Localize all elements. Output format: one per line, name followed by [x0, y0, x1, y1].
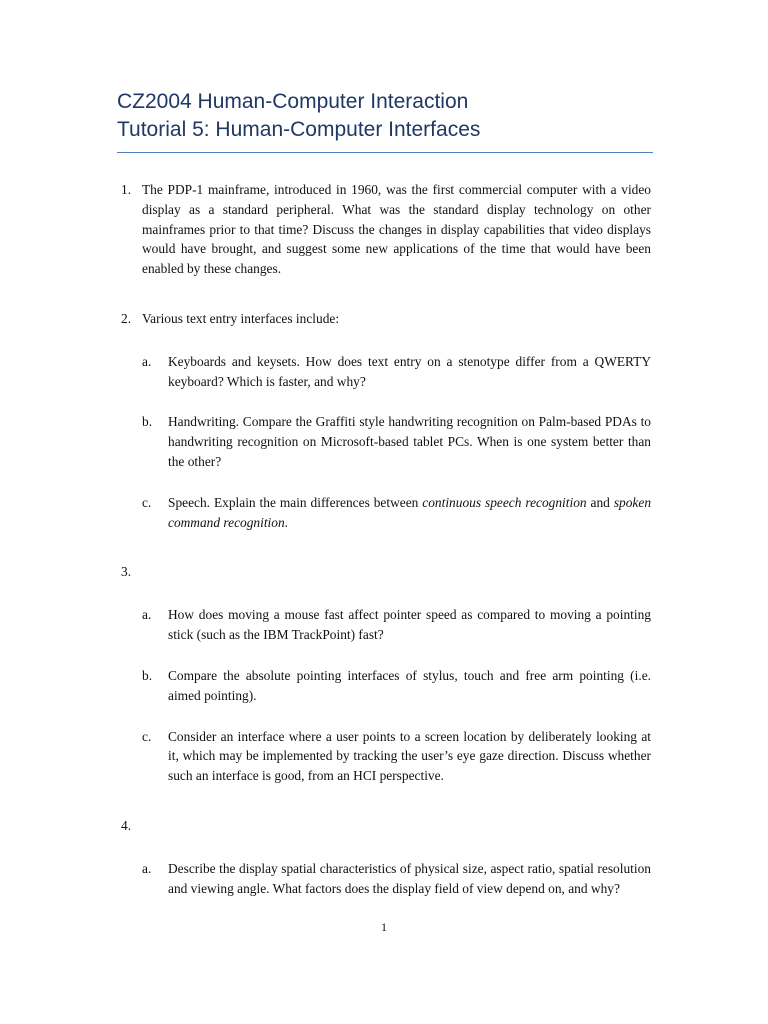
subquestion-text: Compare the absolute pointing interfaces of stylus, touch and free arm pointing (i.e. aimed pointing). — [168, 667, 651, 703]
question-4 — [121, 816, 651, 899]
subquestion-3c — [142, 727, 651, 786]
question-text: Various text entry interfaces include: — [142, 310, 340, 326]
question-list — [121, 180, 651, 899]
subquestion-text — [168, 493, 651, 533]
subquestion-text-part: . — [284, 514, 289, 530]
question-text — [142, 816, 651, 836]
question-text — [142, 562, 651, 582]
page-number: 1 — [381, 920, 387, 934]
subquestion-letter: b. — [142, 667, 153, 683]
question-text: The PDP-1 mainframe, introduced in 1960, was the first commercial computer with a video display as a standard peripheral. What was the standard display technology on other mainframes prior to that time? Discuss the changes in display capabilities that video displays would have brought, and suggest some new applications of the time that would have been enabled by these changes. — [142, 182, 651, 277]
subquestion-text: Consider an interface where a user points to a screen location by deliberately looking at it, which may be implemented by tracking the user’s eye gaze direction. Discuss whether such an interface is good, from an HCI perspective. — [168, 728, 651, 784]
question-number: 3. — [121, 564, 132, 580]
question-3 — [121, 562, 651, 786]
course-title: CZ2004 Human-Computer Interaction — [117, 90, 469, 113]
tutorial-title: Tutorial 5: Human-Computer Interfaces — [117, 118, 481, 141]
question-1 — [121, 180, 651, 279]
title-underline — [117, 152, 653, 153]
emphasis-continuous-speech: continuous speech recognition — [422, 494, 587, 510]
subquestion-2a — [142, 352, 651, 392]
subquestion-3b — [142, 666, 651, 706]
question-2 — [121, 309, 651, 532]
subquestion-letter: a. — [142, 353, 152, 369]
subquestion-letter: a. — [142, 607, 152, 623]
subquestion-4a — [142, 859, 651, 899]
subquestion-text: How does moving a mouse fast affect pointer speed as compared to moving a pointing stick (such as the IBM TrackPoint) fast? — [168, 607, 651, 643]
subquestion-text: Handwriting. Compare the Graffiti style handwriting recognition on Palm-based PDAs to handwriting recognition on Microsoft-based tablet PCs. When is one system better than the other? — [168, 414, 651, 469]
subquestion-letter: c. — [142, 494, 152, 510]
subquestion-text: Keyboards and keysets. How does text entry on a stenotype differ from a QWERTY keyboard? Which is faster, and why? — [168, 353, 651, 389]
question-number: 1. — [121, 182, 132, 197]
emphasis-spoken-command: spoken command recognition — [168, 494, 652, 530]
subquestion-letter: c. — [142, 728, 152, 744]
subquestion-text: Describe the display spatial characteristics of physical size, aspect ratio, spatial resolution and viewing angle. What factors does the display field of view depend on, and why? — [168, 860, 651, 896]
document-title — [117, 88, 655, 144]
subquestion-2c — [142, 493, 651, 533]
subquestion-letter: a. — [142, 860, 152, 876]
question-number: 4. — [121, 817, 132, 833]
subquestion-2b — [142, 412, 651, 471]
subquestion-letter: b. — [142, 414, 153, 430]
subquestion-text-part: and — [586, 494, 614, 510]
subquestion-3a — [142, 605, 651, 645]
question-number: 2. — [121, 310, 132, 326]
subquestion-text-part: Speech. Explain the main differences between — [168, 494, 423, 510]
